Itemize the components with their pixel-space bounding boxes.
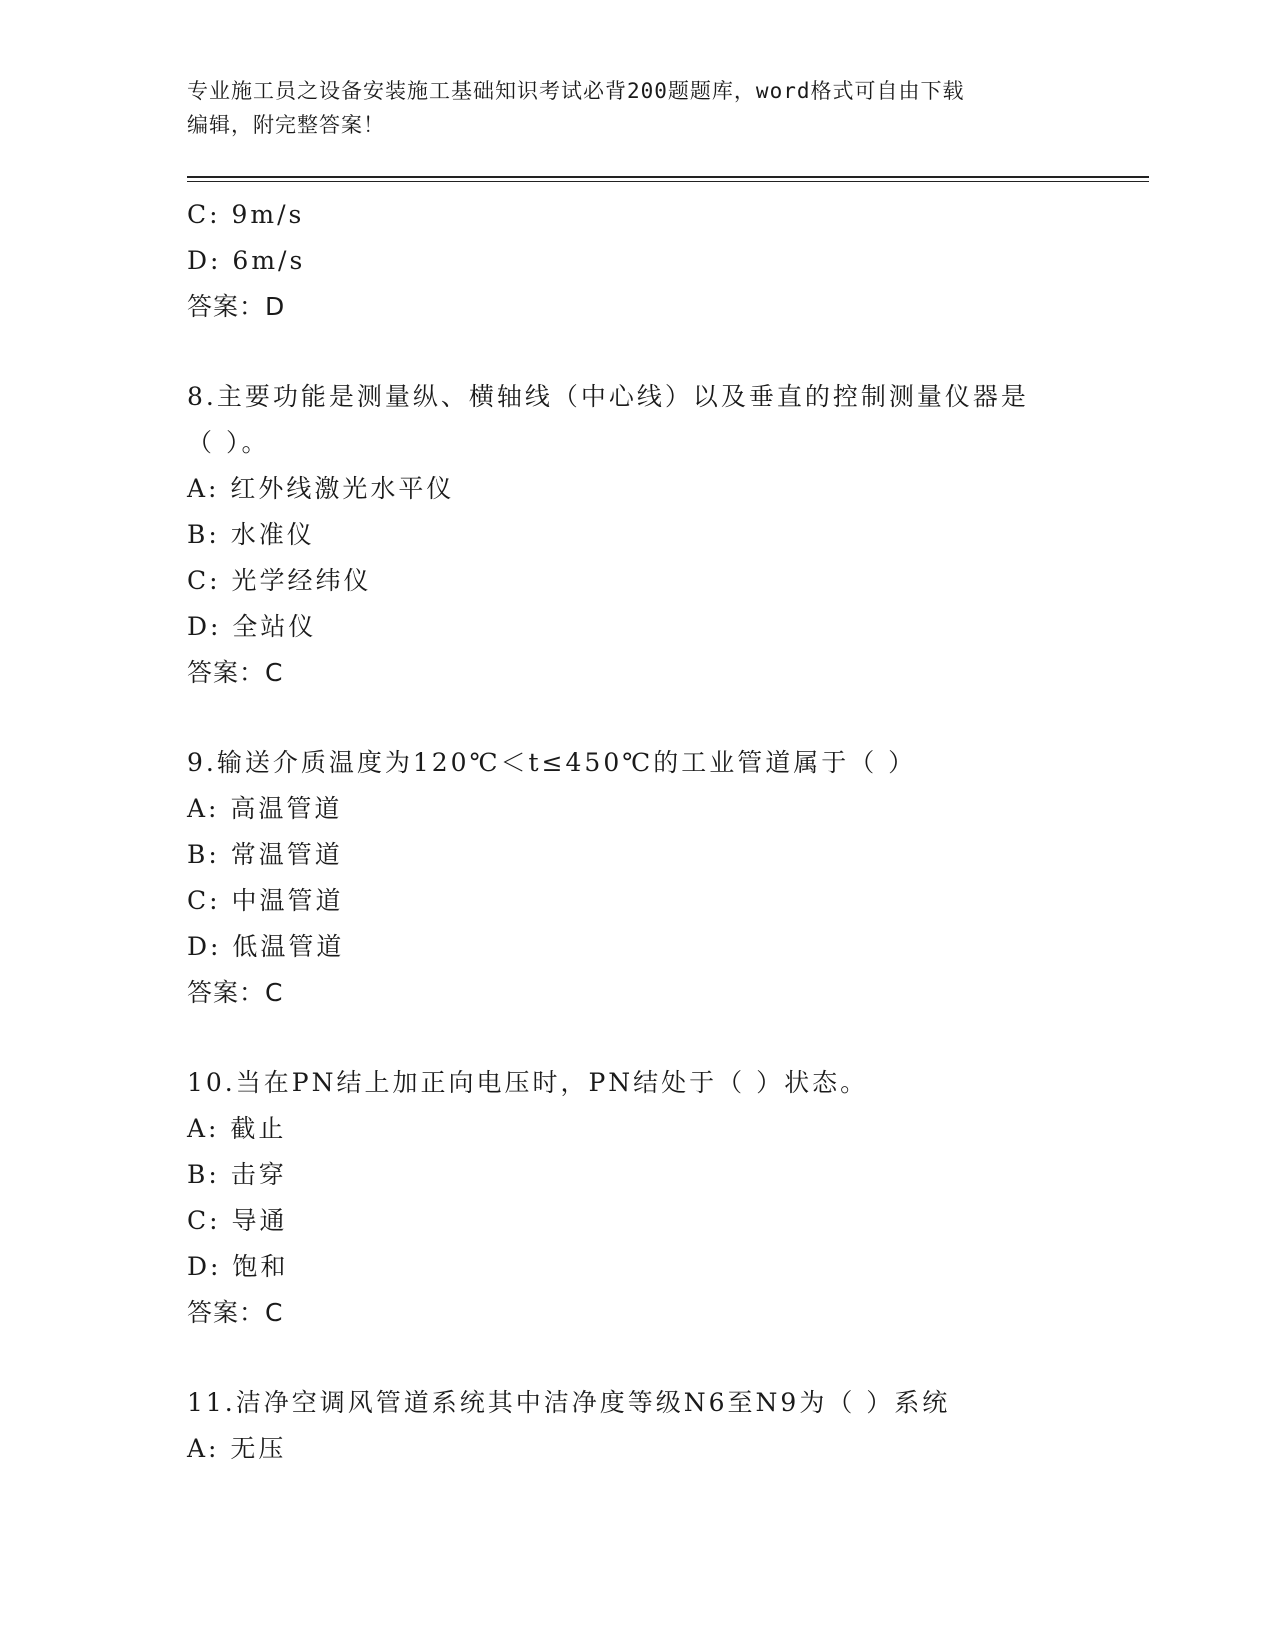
header-title-line-1: 专业施工员之设备安装施工基础知识考试必背200题题库，word格式可自由下载 [187,79,965,103]
question-stem: 8.主要功能是测量纵、横轴线（中心线）以及垂直的控制测量仪器是 [187,382,1029,411]
question-8 [187,374,1087,696]
option-d: D: 低温管道 [187,932,345,961]
spacer [187,1336,1087,1380]
option-a: A: 高温管道 [187,794,343,823]
header-divider [187,176,1149,182]
page-header [187,74,1067,142]
header-title-line-2: 编辑，附完整答案！ [187,113,385,137]
option-c: C: 导通 [187,1206,288,1235]
option-c: C: 光学经纬仪 [187,566,372,595]
answer: 答案：D [187,292,286,321]
answer: 答案：C [187,658,284,687]
option-b: B: 击穿 [187,1160,287,1189]
question-9 [187,740,1087,1016]
question-list [187,192,1087,1472]
option-a: A: 红外线激光水平仪 [187,474,455,503]
question-stem: 11.洁净空调风管道系统其中洁净度等级N6至N9为（ ）系统 [187,1388,951,1417]
spacer [187,1016,1087,1060]
question-stem: 10.当在PN结上加正向电压时，PN结处于（ ）状态。 [187,1068,869,1097]
option-c: C: 9m/s [187,200,305,229]
spacer [187,330,1087,374]
question-10 [187,1060,1087,1336]
answer: 答案：C [187,978,284,1007]
option-a: A: 无压 [187,1434,287,1463]
question-stem-continued: （ ）。 [187,428,270,457]
option-a: A: 截止 [187,1114,287,1143]
option-c: C: 中温管道 [187,886,344,915]
spacer [187,696,1087,740]
question-stem: 9.输送介质温度为120℃＜t≤450℃的工业管道属于（ ） [187,748,917,777]
option-b: B: 常温管道 [187,840,343,869]
option-d: D: 饱和 [187,1252,289,1281]
answer: 答案：C [187,1298,284,1327]
option-d: D: 6m/s [187,246,306,275]
option-b: B: 水准仪 [187,520,315,549]
option-d: D: 全站仪 [187,612,317,641]
question-7-tail [187,192,1087,330]
question-11 [187,1380,1087,1472]
